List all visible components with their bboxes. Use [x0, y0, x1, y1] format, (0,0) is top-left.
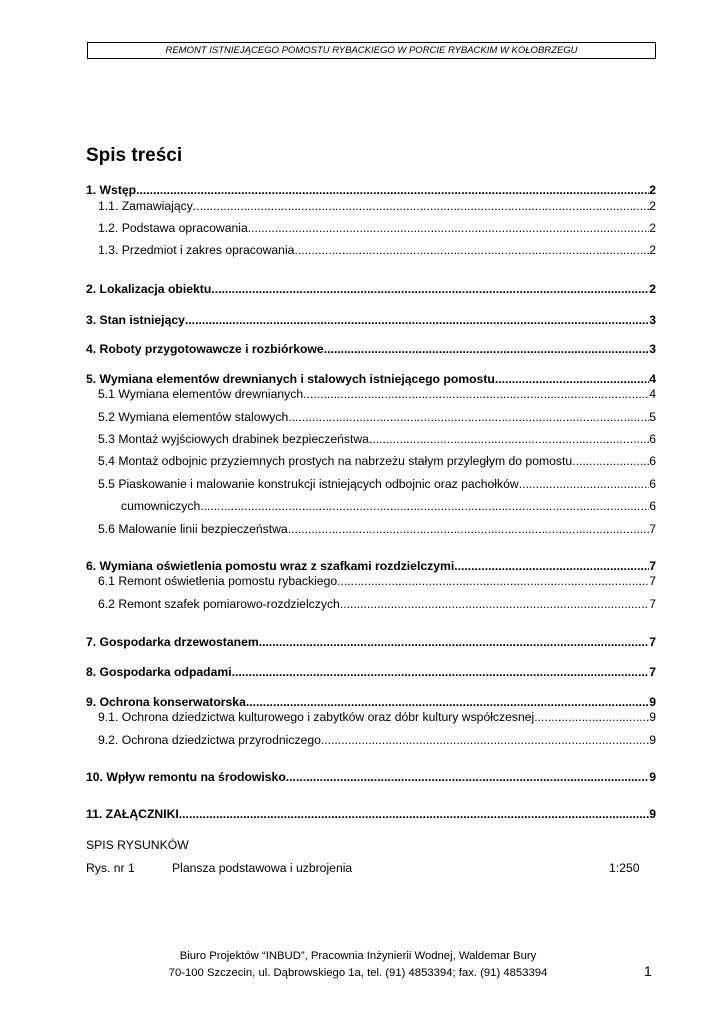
toc-entry[interactable]	[98, 386, 656, 402]
toc-entry-label: 9.1. Ochrona dziedzictwa kulturowego i zabytków oraz dóbr kultury współczesnej	[98, 710, 535, 724]
toc-entry[interactable]	[86, 558, 656, 574]
toc-entry-label: 1. Wstęp	[86, 183, 137, 197]
toc-entry-label: 5. Wymiana elementów drewnianych i stalowych istniejącego pomostu.	[86, 372, 499, 386]
figure-scale: 1:250	[609, 861, 640, 875]
toc-entry[interactable]	[98, 521, 656, 537]
figure-number: Rys. nr 1	[86, 861, 135, 875]
toc-entry-label: 6.2 Remont szafek pomiarowo-rozdzielczych	[98, 597, 340, 611]
toc-entry-label: 5.4 Montaż odbojnic przyziemnych prostych na nabrzeżu stałym przyległym do pomostu	[98, 454, 573, 468]
toc-entry-label: 3. Stan istniejący	[86, 313, 185, 327]
toc-entry-page: 9	[649, 807, 656, 821]
footer-company: Biuro Projektów “INBUD”, Pracownia Inżynierii Wodnej, Waldemar Bury	[179, 950, 537, 962]
toc-entry-label: 7. Gospodarka drzewostanem	[86, 635, 259, 649]
page-title: Spis treści	[86, 145, 183, 166]
toc-entry-page: 2	[649, 199, 656, 213]
toc-entry-page: 2	[649, 282, 656, 296]
toc-entry-page: 7	[649, 574, 656, 588]
toc-entry[interactable]	[86, 341, 656, 357]
toc-entry-page: 6	[649, 477, 656, 491]
toc-entry[interactable]	[98, 709, 656, 725]
toc-entry-label: 8. Gospodarka odpadami	[86, 665, 232, 679]
toc-entry[interactable]	[86, 769, 656, 785]
toc-entry[interactable]	[98, 242, 656, 258]
toc-entry-page: 2	[649, 183, 656, 197]
toc-entry[interactable]	[121, 498, 656, 514]
toc-entry-page: 3	[649, 342, 656, 356]
toc-entry-page: 9	[649, 733, 656, 747]
toc-entry-label: 6.1 Remont oświetlenia pomostu rybackiego	[98, 574, 338, 588]
toc-entry-label: 9.2. Ochrona dziedzictwa przyrodniczego	[98, 733, 321, 747]
toc-entry-label: 5.6 Malowanie linii bezpieczeństwa	[98, 522, 288, 536]
toc-entry-label: 9. Ochrona konserwatorska	[86, 695, 246, 709]
toc-entry-page: 6	[649, 432, 656, 446]
toc-entry[interactable]	[98, 198, 656, 214]
toc-entry-label: 1.3. Przedmiot i zakres opracowania	[98, 243, 295, 257]
document-header: REMONT ISTNIEJĄCEGO POMOSTU RYBACKIEGO W PORCIE RYBACKIM W KOŁOBRZEGU	[87, 42, 656, 59]
toc-entry-label: 5.5 Piaskowanie i malowanie konstrukcji istniejących odbojnic oraz pachołków	[98, 477, 519, 491]
toc-entry[interactable]	[86, 371, 656, 387]
toc-entry[interactable]	[86, 312, 656, 328]
toc-entry-page: 5	[649, 410, 656, 424]
page-number: 1	[644, 963, 652, 979]
toc-entry[interactable]	[98, 596, 656, 612]
figure-title: Plansza podstawowa i uzbrojenia	[172, 861, 353, 875]
toc-entry-label: cumowniczych	[121, 499, 201, 513]
toc-entry-page: 7	[649, 522, 656, 536]
toc-entry-page: 3	[649, 313, 656, 327]
toc-entry[interactable]	[86, 182, 656, 198]
toc-entry[interactable]	[98, 476, 656, 492]
toc-entry-page: 7	[649, 559, 656, 573]
toc-entry-label: 1.2. Podstawa opracowania	[98, 221, 248, 235]
toc-entry-page: 9	[649, 695, 656, 709]
toc-entry[interactable]	[86, 806, 656, 822]
toc-entry-label: 2. Lokalizacja obiektu.	[86, 282, 215, 296]
toc-entry[interactable]	[86, 694, 656, 710]
toc-entry[interactable]	[86, 281, 656, 297]
toc-entry-page: 2	[649, 243, 656, 257]
toc-entry[interactable]	[98, 431, 656, 447]
figures-heading: SPIS RYSUNKÓW	[86, 838, 189, 852]
toc-entry[interactable]	[86, 664, 656, 680]
toc-entry-page: 7	[649, 597, 656, 611]
toc-entry-page: 2	[649, 221, 656, 235]
toc-entry[interactable]	[86, 634, 656, 650]
toc-entry-page: 7	[649, 665, 656, 679]
toc-entry-label: 4. Roboty przygotowawcze i rozbiórkowe	[86, 342, 324, 356]
toc-entry-page: 9	[649, 770, 656, 784]
toc-entry-page: 6	[649, 499, 656, 513]
toc-entry-label: 5.2 Wymiana elementów stalowych	[98, 410, 289, 424]
toc-entry[interactable]	[98, 573, 656, 589]
toc-entry-label: 6. Wymiana oświetlenia pomostu wraz z szafkami rozdzielczymi	[86, 559, 455, 573]
toc-entry[interactable]	[98, 453, 656, 469]
toc-entry[interactable]	[98, 732, 656, 748]
footer-address: 70-100 Szczecin, ul. Dąbrowskiego 1a, tel. (91) 4853394; fax. (91) 4853394	[168, 967, 548, 979]
toc-entry-label: 1.1. Zamawiający	[98, 199, 193, 213]
toc-entry-label: 5.1 Wymiana elementów drewnianych	[98, 387, 304, 401]
toc-entry-page: 6	[649, 454, 656, 468]
toc-entry[interactable]	[98, 409, 656, 425]
toc-entry-label: 5.3 Montaż wyjściowych drabinek bezpieczeństwa	[98, 432, 369, 446]
toc-entry-label: 11. ZAŁĄCZNIKI	[86, 807, 179, 821]
toc-entry-page: 4	[649, 372, 656, 386]
toc-entry-page: 7	[649, 635, 656, 649]
toc-entry-label: 10. Wpływ remontu na środowisko	[86, 770, 286, 784]
toc-entry[interactable]	[98, 220, 656, 236]
toc-entry-page: 4	[649, 387, 656, 401]
toc-entry-page: 9	[649, 710, 656, 724]
